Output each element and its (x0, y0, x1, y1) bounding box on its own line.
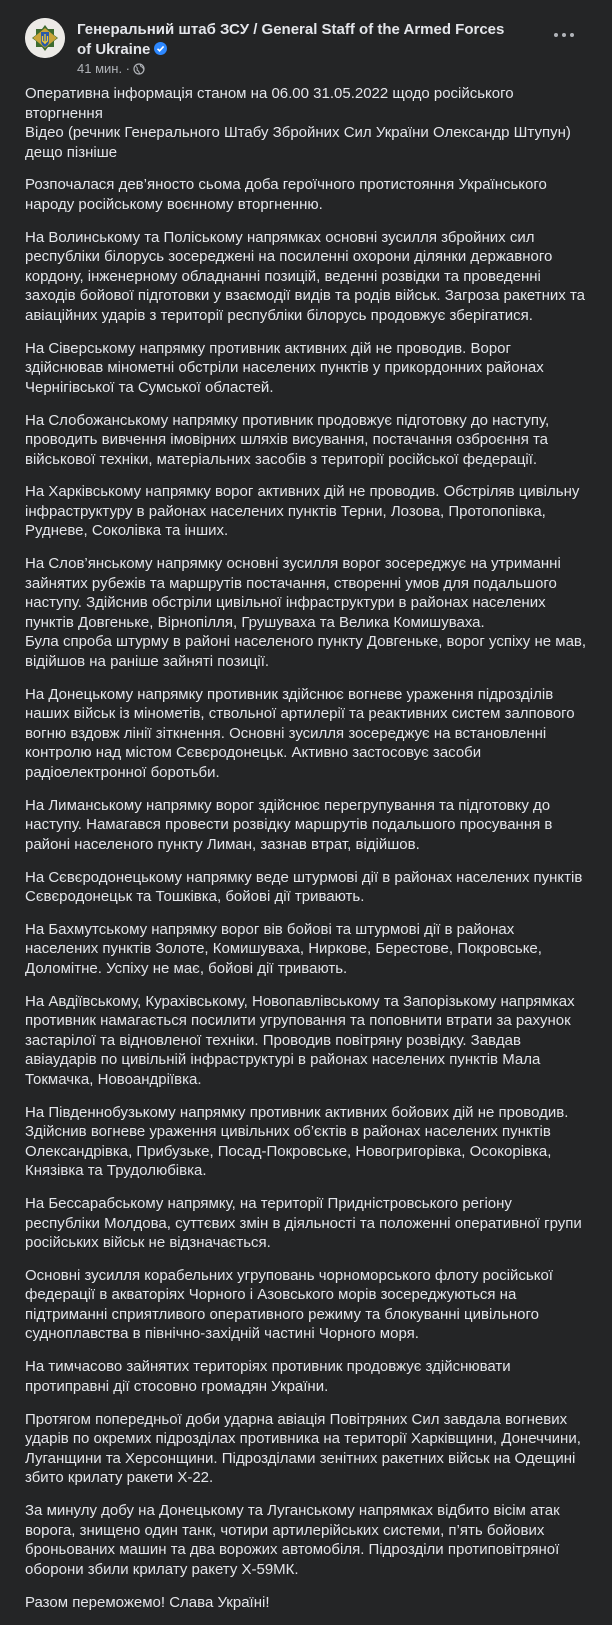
paragraph-line: На Харківському напрямку ворог активних дій не проводив. Обстріляв цивільну інфраструктуру в районах населених пунктів Терни, Лозова, Протопопівка, Рудневе, Соколівка та інших. (25, 483, 580, 540)
post-paragraph (25, 339, 590, 398)
post-paragraph (25, 1593, 590, 1613)
post-paragraph (25, 796, 590, 855)
paragraph-line: На Сєвєродонецькому напрямку веде штурмові дії в районах населених пунктів Сєвєродонецьк та Тошківка, бойові дії тривають. (25, 868, 583, 906)
paragraph-line: Оперативна інформація станом на 06.00 31.05.2022 щодо російського вторгнення (25, 85, 514, 122)
paragraph-line: На Бахмутському напрямку ворог вів бойові та штурмові дії в районах населених пунктів Золоте, Комишуваха, Ниркове, Берестове, Покровське, Доломітне. Успіху не має, бойові дії тривають. (25, 920, 542, 977)
paragraph-line: На Слов’янському напрямку основні зусилля ворог зосереджує на утриманні зайнятих рубежів та маршрутів постачання, створенні умов для подальшого наступу. Здійснив обстріли цивільної інфраструктури в районах населених пунктів Довгеньке, Вірнопілля, Грушуваха та Велика Комишуваха. (25, 555, 561, 631)
post-paragraph (25, 482, 590, 541)
paragraph-line: На Південнобузькому напрямку противник активних бойових дій не проводив. Здійснив вогневе ураження цивільних об’єктів в районах населених пунктів Олександрівка, Прибузьке, Посад-Покровське, Новогригорівка, Осокорівка, Князівка та Трудолюбівка. (25, 1103, 569, 1180)
post-paragraph (25, 554, 590, 671)
paragraph-line: На Волинському та Поліському напрямках основні зусилля збройних сил республіки білорусь зосереджені на посиленні охорони ділянки державного кордону, інженерному обладнанні позицій, веденні розвідки та проведенні заходів бойової підготовки у взаємодії видів та родів військ. Загроза ракетних та авіаційних ударів з території республіки білорусь продовжує зберігатися. (25, 228, 586, 324)
paragraph-line: Разом переможемо! Слава Україні! (25, 1593, 270, 1611)
author-name[interactable]: Генеральний штаб ЗСУ / General Staff of the Armed Forces of Ukraine (77, 21, 505, 58)
post-paragraph (25, 175, 590, 214)
post-paragraph (25, 920, 590, 979)
post-paragraph (25, 1194, 590, 1253)
post-paragraph (25, 1266, 590, 1344)
post-header (0, 0, 612, 80)
coat-of-arms-icon[interactable] (25, 18, 65, 58)
post-paragraph (25, 685, 590, 783)
paragraph-line: За минулу добу на Донецькому та Луганському напрямках відбито вісім атак ворога, знищено один танк, чотири артилерійських системи, п’ять бойових броньованих машин та два ворожих автомобіля. Підрозділи протиповітряної оборони збили крилату ракету Х-59МК. (25, 1502, 560, 1578)
paragraph-line: На Лиманському напрямку ворог здійснює перегрупування та підготовку до наступу. Намагався провести розвідку маршрутів подальшого просування в районі населеного пункту Лиман, зазнав втрат, відійшов. (25, 796, 553, 853)
post-paragraph (25, 1410, 590, 1488)
paragraph-line: Була спроба штурму в районі населеного пункту Довгеньке, ворог успіху не мав, відійшов на раніше зайняті позиції. (25, 633, 587, 670)
globe-icon (133, 63, 145, 79)
paragraph-line: На Донецькому напрямку противник здійснює вогневе ураження підрозділів наших військ із мінометів, ствольної артилерії та реактивних систем залпового вогню вздовж лінії зіткнення. Основні зусилля зосереджує на встановленні контролю над містом Сєвєродонецьк. Активно застосовує засоби радіоелектронної боротьби. (25, 685, 575, 781)
paragraph-line: На Сіверському напрямку противник активних дій не проводив. Ворог здійснював мінометні обстріли населених пунктів у прикордонних районах Чернігівської та Сумської областей. (25, 339, 544, 396)
post-meta: 41 мин. · (77, 61, 145, 79)
paragraph-line: На тимчасово зайнятих територіях противник продовжує здійснювати протиправні дії стосовно громадян України. (25, 1358, 511, 1395)
paragraph-line: Відео (речник Генерального Штабу Збройних Сил України Олександр Штупун) дещо пізніше (25, 124, 571, 161)
paragraph-line: Основні зусилля корабельних угруповань чорноморського флоту російської федерації в акваторіях Чорного і Азовського морів зосереджуються на підтриманні сприятливого оперативного режиму та блокуванні цивільного судноплавства в північно-західній частині Чорного моря. (25, 1266, 553, 1343)
post-text (25, 84, 590, 1625)
paragraph-line: Протягом попередньої доби ударна авіація Повітряних Сил завдала вогневих ударів по окремих підрозділах противника на території Харківщини, Донеччини, Луганщини та Херсонщини. Підрозділами зенітних ракетних військ на Одещині збито крилату ракети Х-22. (25, 1410, 581, 1487)
post-paragraph (25, 1103, 590, 1181)
post-paragraph (25, 1357, 590, 1396)
post-paragraph (25, 992, 590, 1090)
post-time[interactable]: 41 мин. (77, 61, 123, 76)
paragraph-line: Розпочалася дев’яносто сьома доба героїчного протистояння Українського народу російському воєнному вторгненню. (25, 176, 547, 213)
post-paragraph (25, 1501, 590, 1579)
paragraph-line: На Слобожанському напрямку противник продовжує підготовку до наступу, проводить вивчення імовірних шляхів висування, постачання озброєння та військової техніки, матеріальних засобів з території російської федерації. (25, 411, 550, 468)
paragraph-line: На Бессарабському напрямку, на території Придністровського регіону республіки Молдова, суттєвих змін в діяльності та положенні оперативної групи російських військ не відзначається. (25, 1195, 582, 1252)
post-paragraph (25, 228, 590, 326)
post-paragraph (25, 411, 590, 470)
verified-badge-icon (154, 42, 167, 55)
more-options-icon[interactable] (552, 28, 576, 40)
post-paragraph (25, 868, 590, 907)
post-paragraph (25, 84, 590, 162)
paragraph-line: На Авдіївському, Курахівському, Новопавлівському та Запорізькому напрямках противник намагається посилити угруповання та поповнити втрати за рахунок застарілої та відновленої техніки. Проводив повітряну розвідку. Завдав авіаударів по цивільній інфраструктурі в районах населених пунктів Мала Токмачка, Новоандріївка. (25, 992, 575, 1088)
